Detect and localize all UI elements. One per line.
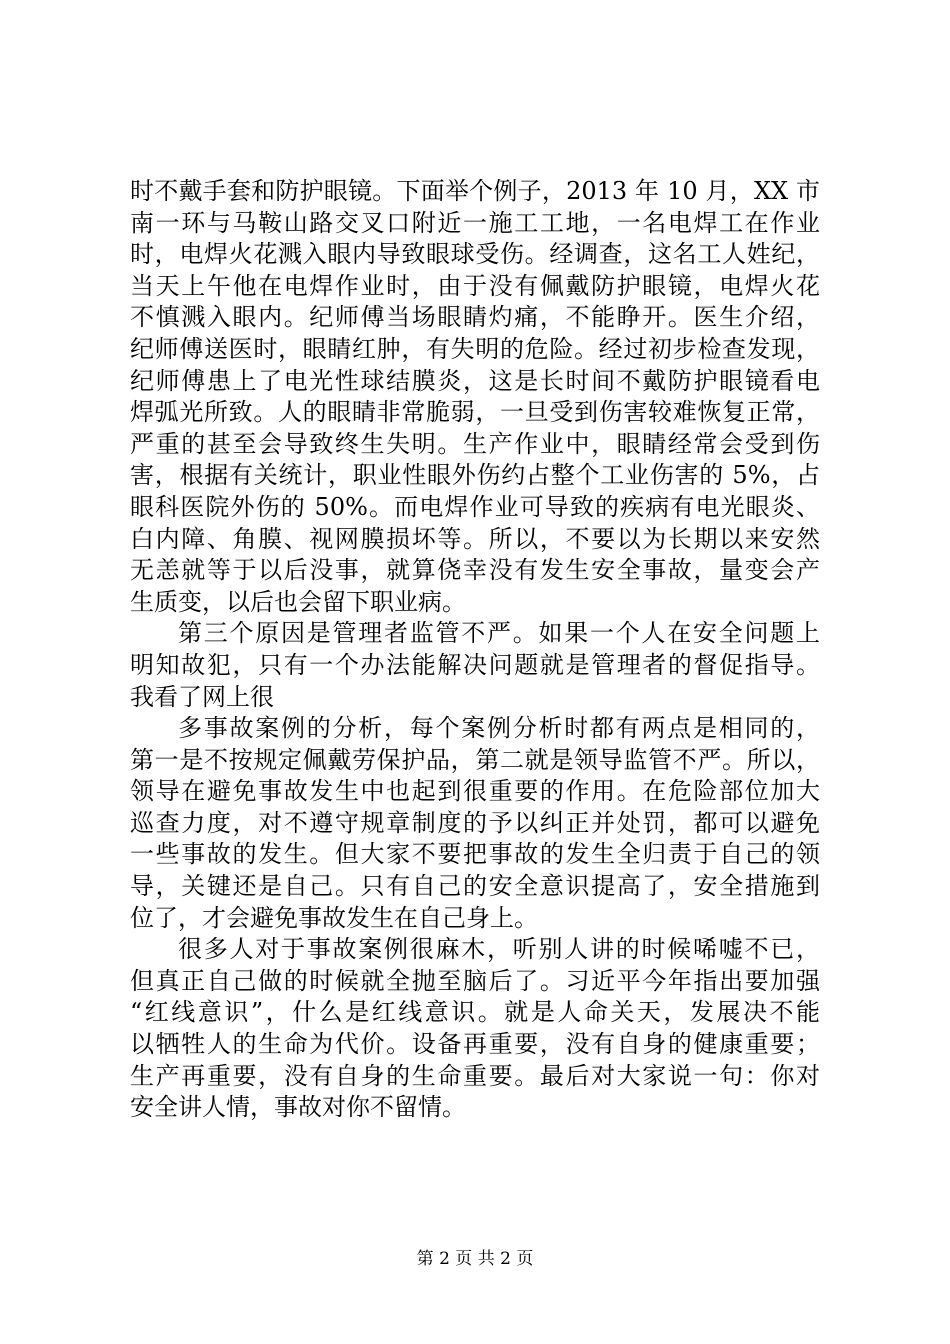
text-line: “红线意识”，什么是红线意识。就是人命关天，发展决不能 <box>130 998 820 1027</box>
paragraph <box>130 176 820 618</box>
text-line: 纪师傅送医时，眼睛红肿，有失明的危险。经过初步检查发现， <box>130 334 820 363</box>
text-line: 当天上午他在电焊作业时，由于没有佩戴防护眼镜，电焊火花 <box>130 271 820 300</box>
text-line: 不慎溅入眼内。纪师傅当场眼睛灼痛，不能睁开。医生介绍， <box>130 303 820 332</box>
text-line: 位了，才会避免事故发生在自己身上。 <box>130 903 538 932</box>
text-line: 生产再重要，没有自身的生命重要。最后对大家说一句：你对 <box>130 1061 820 1090</box>
text-line: 焊弧光所致。人的眼睛非常脆弱，一旦受到伤害较难恢复正常， <box>130 398 820 427</box>
text-line: 眼科医院外伤的 50%。而电焊作业可导致的疾病有电光眼炎、 <box>130 492 820 521</box>
document-body <box>130 176 820 1124</box>
text-line: 时不戴手套和防护眼镜。下面举个例子，2013 年 10 月，XX 市 <box>130 177 820 205</box>
text-line: 一些事故的发生。但大家不要把事故的发生全归责于自己的领 <box>130 840 820 869</box>
text-line: 领导在避免事故发生中也起到很重要的作用。在危险部位加大 <box>130 777 820 806</box>
text-line: 白内障、角膜、视网膜损坏等。所以，不要以为长期以来安然 <box>130 524 820 553</box>
text-line: 以牺牲人的生命为代价。设备再重要，没有自身的健康重要； <box>130 1030 820 1059</box>
text-line: 巡查力度，对不遵守规章制度的予以纠正并处罚，都可以避免 <box>130 808 820 837</box>
paragraph <box>130 934 820 1124</box>
text-line: 多事故案例的分析，每个案例分析时都有两点是相同的， <box>178 714 820 743</box>
text-line: 生质变，以后也会留下职业病。 <box>130 587 466 616</box>
text-line: 很多人对于事故案例很麻木，听别人讲的时候唏嘘不已， <box>178 935 820 964</box>
text-line: 我看了网上很 <box>130 682 274 711</box>
paragraph <box>130 713 820 934</box>
text-line: 但真正自己做的时候就全抛至脑后了。习近平今年指出要加强 <box>130 966 820 995</box>
page-footer: 第 2 页 共 2 页 <box>416 1249 534 1269</box>
text-line: 南一环与马鞍山路交叉口附近一施工工地，一名电焊工在作业 <box>130 208 820 237</box>
text-line: 纪师傅患上了电光性球结膜炎，这是长时间不戴防护眼镜看电 <box>130 366 820 395</box>
text-line: 安全讲人情，事故对你不留情。 <box>130 1093 466 1122</box>
text-line: 害，根据有关统计，职业性眼外伤约占整个工业伤害的 5%，占 <box>130 461 820 490</box>
text-line: 无恙就等于以后没事，就算侥幸没有发生安全事故，量变会产 <box>130 556 820 585</box>
text-line: 导，关键还是自己。只有自己的安全意识提高了，安全措施到 <box>130 872 820 901</box>
paragraph <box>130 618 820 713</box>
text-line: 第一是不按规定佩戴劳保护品，第二就是领导监管不严。所以， <box>130 745 820 774</box>
text-line: 第三个原因是管理者监管不严。如果一个人在安全问题上 <box>178 619 820 648</box>
text-line: 明知故犯，只有一个办法能解决问题就是管理者的督促指导。 <box>130 650 820 679</box>
text-line: 严重的甚至会导致终生失明。生产作业中，眼睛经常会受到伤 <box>130 429 820 458</box>
text-line: 时，电焊火花溅入眼内导致眼球受伤。经调查，这名工人姓纪， <box>130 240 820 269</box>
